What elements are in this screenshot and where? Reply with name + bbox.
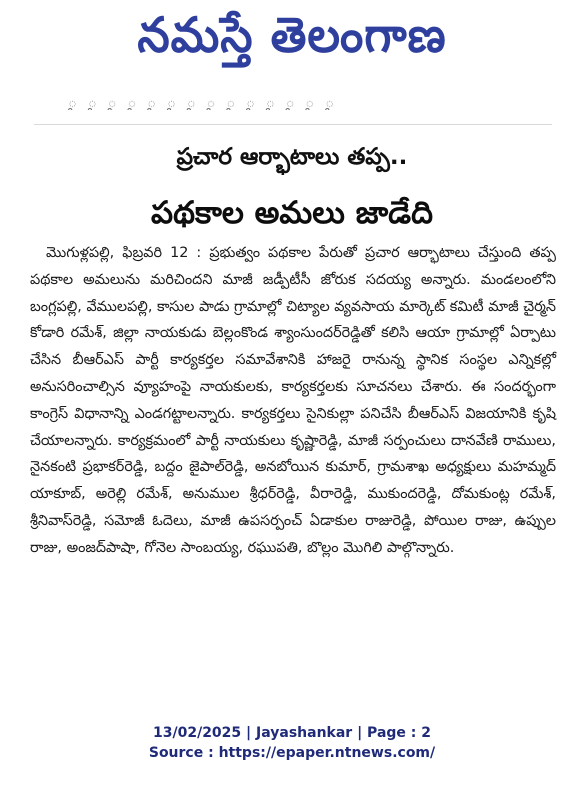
article-paragraph: మొగుళ్లపల్లి, ఫిబ్రవరి 12 : ప్రభుత్వం పథకాల పేరుతో ప్రచార ఆర్భాటాలు చేస్తుంది తప్ప పథకాల అమలును మరిచిందని మాజీ జడ్పీటీసీ జోరుక సదయ్య అన్నారు. మండలంలోని బంగ్లపల్లి, వేములపల్లి, కాసుల పాడు గ్రామాల్లో చిట్యాల వ్యవసాయ మార్కెట్ కమిటీ మాజీ చైర్మన్ కోడారి రమేశ్, జిల్లా నాయకుడు బెల్లంకొండ శ్యాంసుందర్‌రెడ్డితో కలిసి ఆయా గ్రామాల్లో ఏర్పాటు చేసిన బీఆర్‌ఎస్ పార్టీ కార్యకర్తల సమావేశానికి హాజరై రానున్న స్థానిక సంస్థల ఎన్నికల్లో అనుసరించాల్సిన వ్యూహంపై నాయకులకు, కార్యకర్తలకు సూచనలు చేశారు. ఈ సందర్భంగా కాంగ్రెస్ విధానాన్ని ఎండగట్టాలన్నారు. కార్యకర్తలు సైనికుల్లా పనిచేసి బీఆర్‌ఎస్ విజయానికి కృషి చేయాలన్నారు. కార్యక్రమంలో పార్టీ నాయకులు కృష్ణారెడ్డి, మాజీ సర్పంచులు దానవేణి రాములు, నైనకంటి ప్రభాకర్‌రెడ్డి, బద్దం జైపాల్‌రెడ్డి, అనబోయిన కుమార్, గ్రామశాఖ అధ్యక్షులు మహమ్మద్ యాకూబ్, అరెల్లి రమేశ్, అనుముల శ్రీధర్‌రెడ్డి, వీరారెడ్డి, ముకుందరెడ్డి, దోమకుంట్ల రమేశ్, శ్రీనివాస్‌రెడ్డి, సమోజీ ఓదెలు, మాజీ ఉపసర్పంచ్ ఏడాకుల రాజురెడ్డి, పోయిల రాజు, ఉప్పుల రాజు, అంజద్‌పాషా, గోనెల సాంబయ్య, రఘుపతి, బొల్లం మొగిలి పాల్గొన్నారు.	[30, 245, 556, 556]
clipping-footer	[0, 723, 584, 763]
divider	[34, 124, 552, 125]
article-body	[30, 240, 556, 562]
article-kicker: ప్రచార ఆర్భాటాలు తప్ప..	[176, 144, 408, 170]
clipping-date-edition-page: 13/02/2025 | Jayashankar | Page : 2	[153, 725, 431, 741]
clipping-source: Source : https://epaper.ntnews.com/	[148, 745, 436, 761]
article-headline: పథకాల అమలు జాడేది	[151, 195, 433, 231]
cut-off-text-strip: ౖ ౖ ౖ ౖ ౖ ౖ ౖ ౖ ౖ ౖ ౖ ౖ ౖ ౖ	[68, 92, 341, 110]
newspaper-masthead	[0, 0, 584, 82]
masthead-title: నమస్తే తెలంగాణ	[137, 6, 447, 64]
